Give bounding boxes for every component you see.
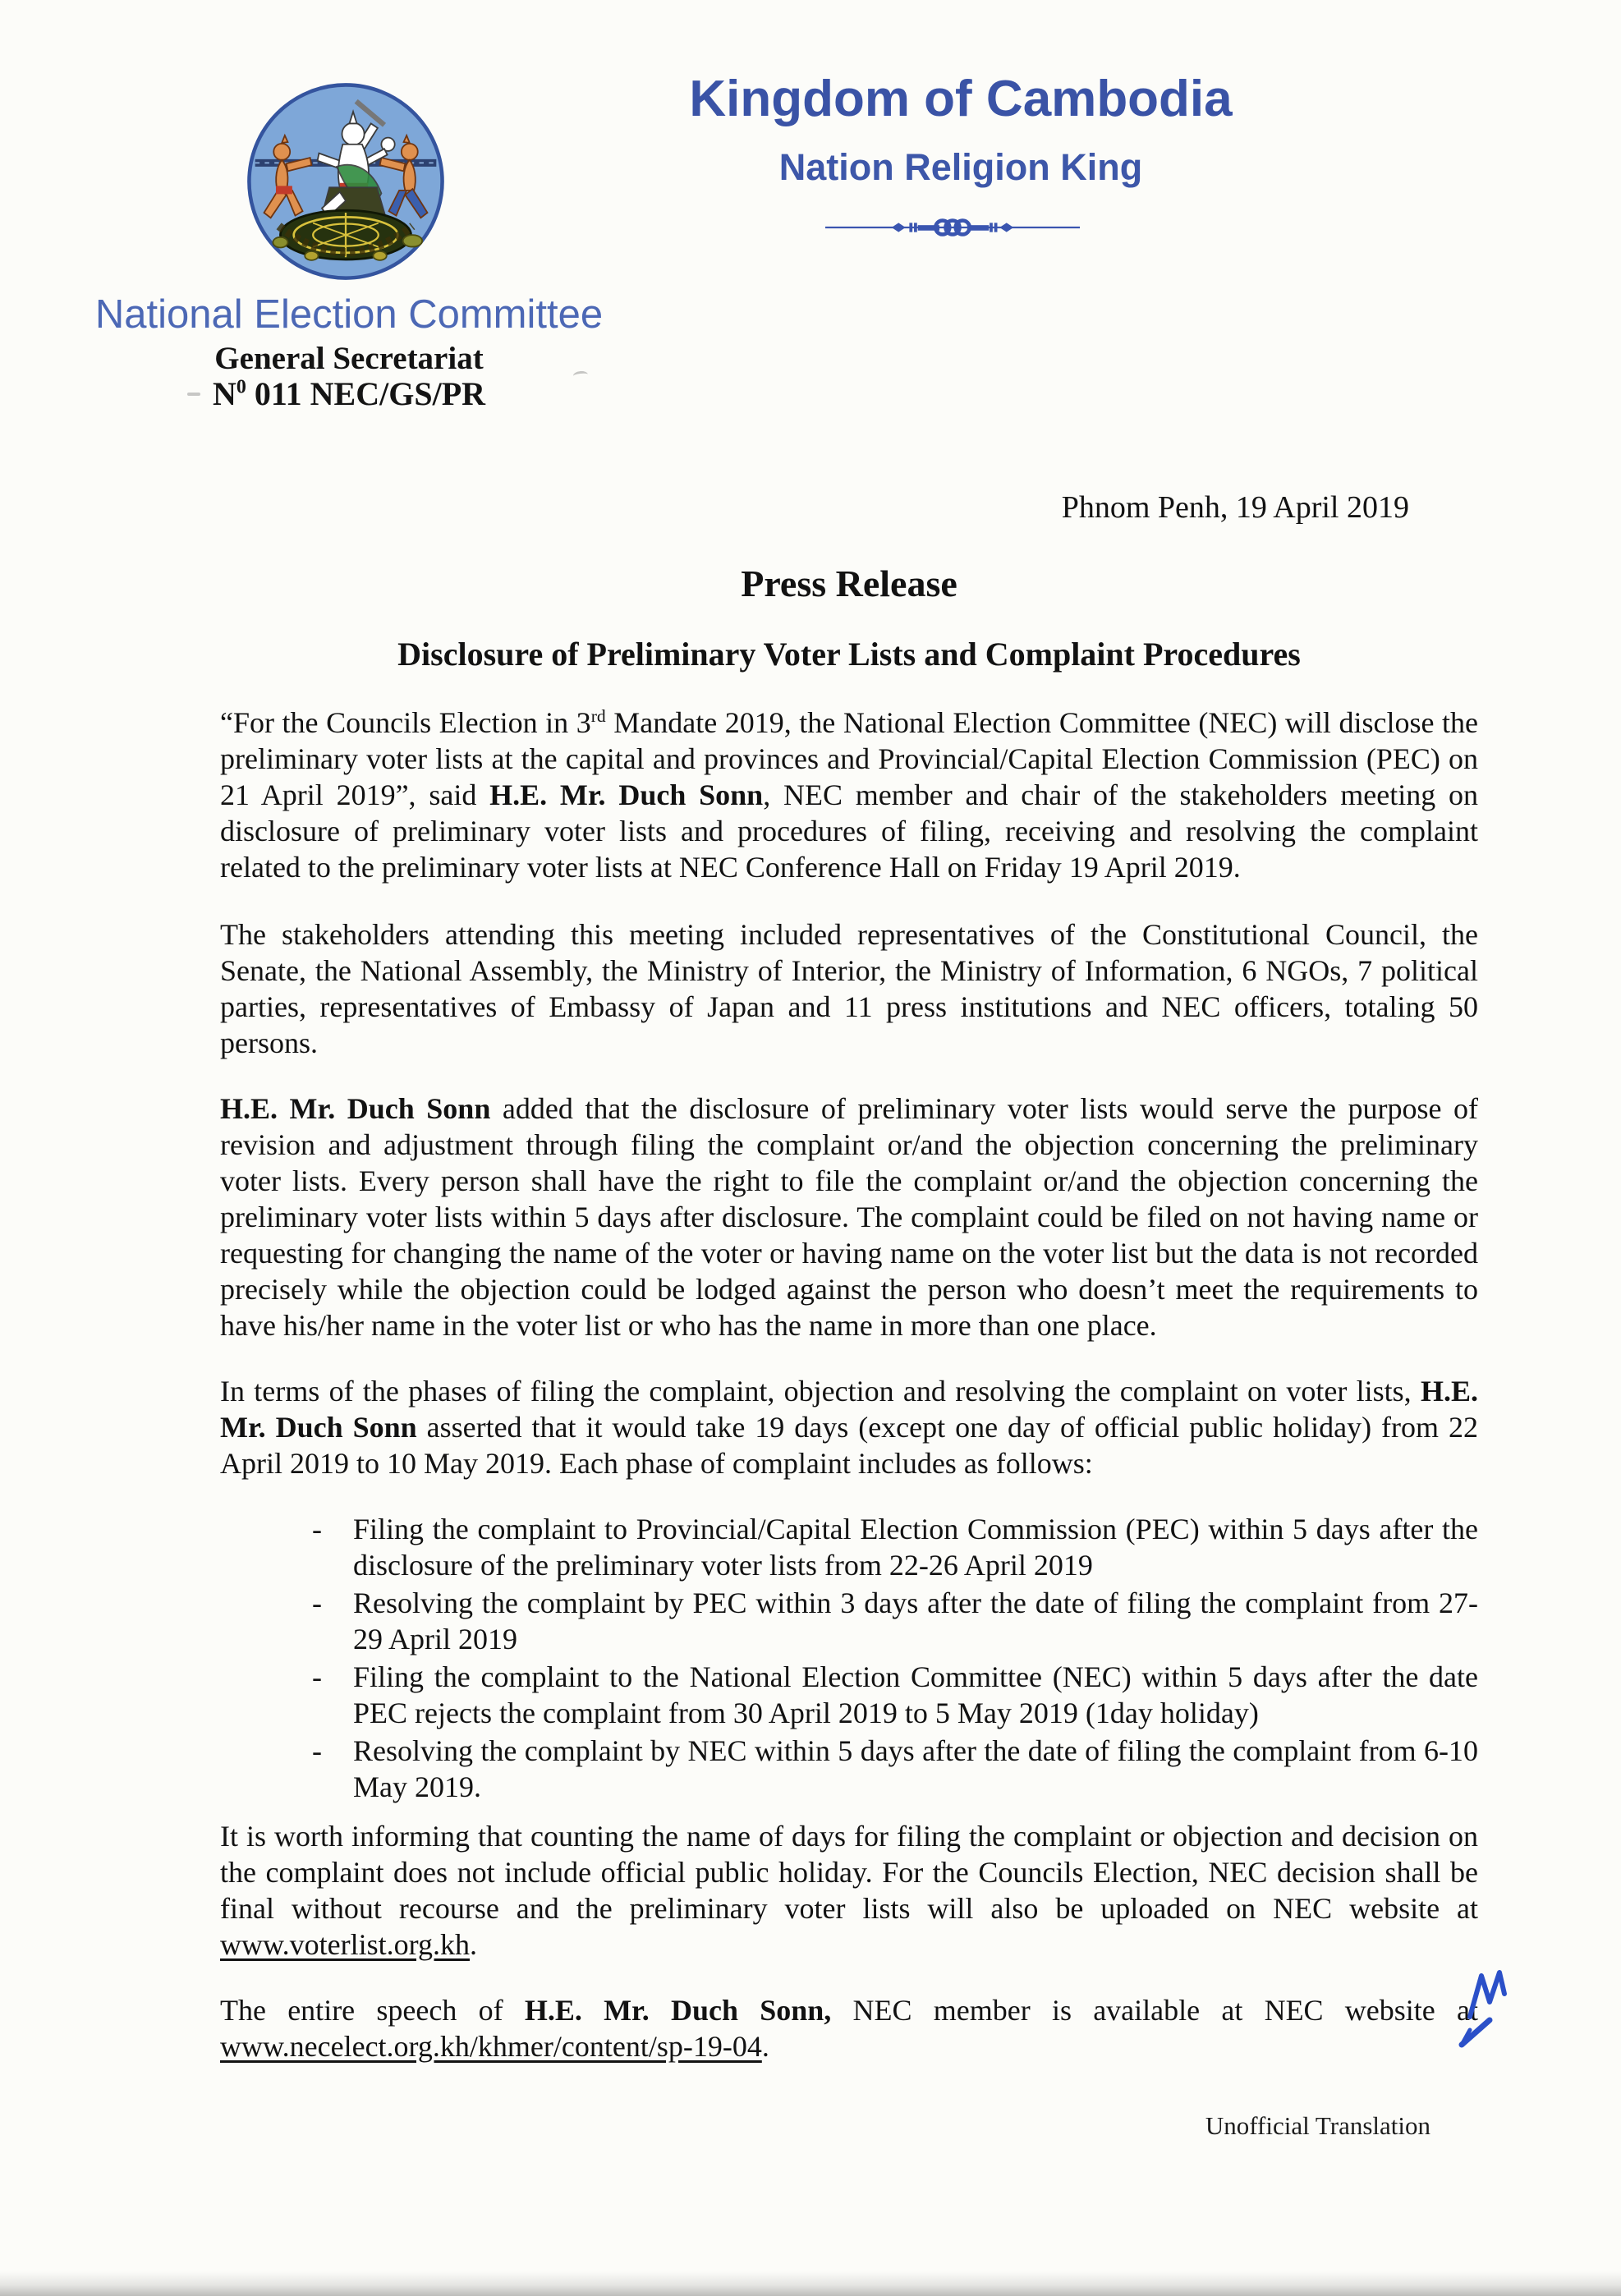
- paragraph-5: [220, 1818, 1478, 1963]
- text-segment: , NEC member and chair of the stakeholders meeting on disclosure of preliminary voter lists and procedures of filing, receiving and resolving the complaint related to the preliminary voter lists at NEC Conference Hall on Friday 19 April 2019.: [220, 778, 1478, 884]
- text-segment: added that the disclosure of preliminary voter lists would serve the purpose of revision and adjustment through filing the complaint or/and the objection concerning the preliminary voter lists. Every person shall have the right to file the complaint or/and the objection concerning the preliminary voter lists within 5 days after disclosure. The complaint could be filed on not having name or requesting for changing the name of the voter or having name on the voter list but the data is not recorded precisely while the objection could be lodged against the person who doesn’t meet the requirements to have his/her name in the voter list or who has the name in more than one place.: [220, 1092, 1479, 1342]
- paragraph-2: [220, 916, 1478, 1061]
- scan-artifact-dash: [187, 393, 200, 396]
- list-item: [312, 1585, 1478, 1657]
- list-item-text: Resolving the complaint by NEC within 5 days after the date of filing the complaint from 6-10 May 2019.: [353, 1734, 1478, 1803]
- text-segment: The stakeholders attending this meeting included representatives of the Constitutional Council, the Senate, the National Assembly, the Ministry of Interior, the Ministry of Information, 6 NGOs, 7 political parties, representatives of Embassy of Japan and 11 press institutions and NEC officers, totaling 50 persons.: [220, 918, 1478, 1059]
- page-title: Press Release: [741, 563, 957, 604]
- text-segment: Mandate 2019, the National Election Committee (NEC) will disclose the preliminary voter lists at the capital and provinces and Provincial/Capital Election Commission (PEC) on 21 April 2019”, said: [220, 706, 1478, 811]
- kingdom-title: Kingdom of Cambodia: [689, 71, 1233, 127]
- signature-mark-icon: [1455, 1964, 1524, 2050]
- list-item-text: Filing the complaint to the National Election Committee (NEC) within 5 days after the date PEC rejects the complaint from 30 April 2019 to 5 May 2019 (1day holiday): [353, 1660, 1478, 1729]
- speech-link[interactable]: www.necelect.org.kh/khmer/content/sp-19-04: [220, 2030, 762, 2063]
- text-segment: It is worth informing that counting the name of days for filing the complaint or objection and decision on the complaint does not include official public holiday. For the Councils Election, NEC decision shall be final without recourse and the preliminary voter lists will also be uploaded on NEC website at: [220, 1820, 1478, 1925]
- complaint-phase-list: [220, 1511, 1478, 1805]
- text-segment: asserted that it would take 19 days (except one day of official public holiday) from 22 April 2019 to 10 May 2019. Each phase of complaint includes as follows:: [220, 1411, 1478, 1480]
- paragraph-3: [220, 1091, 1478, 1343]
- text-segment: H.E. Mr. Duch Sonn,: [524, 1994, 832, 2027]
- document-body: [220, 475, 1478, 2142]
- reference-number: [45, 376, 653, 412]
- list-dash: -: [312, 1513, 322, 1545]
- motto: Nation Religion King: [778, 146, 1143, 188]
- list-dash: -: [312, 1587, 322, 1619]
- text-segment: .: [469, 1928, 477, 1961]
- paragraph-4: [220, 1373, 1478, 1481]
- nec-emblem-svg: [245, 80, 447, 282]
- org-subtitle: General Secretariat: [214, 341, 484, 376]
- list-item-text: Filing the complaint to Provincial/Capital Election Commission (PEC) within 5 days after the disclosure of the preliminary voter lists from 22-26 April 2019: [353, 1513, 1478, 1582]
- text-segment: In terms of the phases of filing the complaint, objection and resolving the complaint on voter lists,: [220, 1375, 1421, 1407]
- paragraph-1: [220, 705, 1478, 885]
- nec-emblem-icon: [245, 80, 447, 282]
- paragraph-6: [220, 1992, 1478, 2064]
- text-segment: H.E. Mr. Duch Sonn: [489, 778, 764, 811]
- org-name: National Election Committee: [94, 292, 604, 337]
- ref-prefix: N: [212, 375, 236, 412]
- text-segment: NEC member is available at NEC website at: [831, 1994, 1479, 2027]
- voterlist-link[interactable]: www.voterlist.org.kh: [220, 1928, 470, 1961]
- document-subtitle: Disclosure of Preliminary Voter Lists and Complaint Procedures: [397, 636, 1301, 673]
- text-segment: H.E. Mr. Duch Sonn: [220, 1092, 491, 1125]
- ornamental-divider-icon: [825, 218, 1080, 236]
- ref-rest: 011 NEC/GS/PR: [246, 375, 486, 412]
- list-dash: -: [312, 1660, 322, 1693]
- list-item-text: Resolving the complaint by PEC within 3 days after the date of filing the complaint from 27-29 April 2019: [353, 1587, 1478, 1655]
- list-item: [312, 1511, 1478, 1583]
- text-segment: The entire speech of: [220, 1994, 525, 2027]
- ref-superscript: 0: [236, 376, 246, 398]
- text-segment: H.E. Mr. Duch Sonn: [220, 1375, 1478, 1444]
- list-item: [312, 1659, 1478, 1731]
- text-segment: .: [761, 2030, 769, 2063]
- list-item: [312, 1733, 1478, 1805]
- unofficial-translation-note: Unofficial Translation: [1205, 2111, 1430, 2140]
- page-bottom-shadow: [0, 2271, 1621, 2296]
- text-segment: rd: [590, 706, 606, 726]
- date-line: Phnom Penh, 19 April 2019: [1061, 490, 1409, 525]
- text-segment: “For the Councils Election in 3: [220, 706, 591, 739]
- list-dash: -: [312, 1734, 322, 1767]
